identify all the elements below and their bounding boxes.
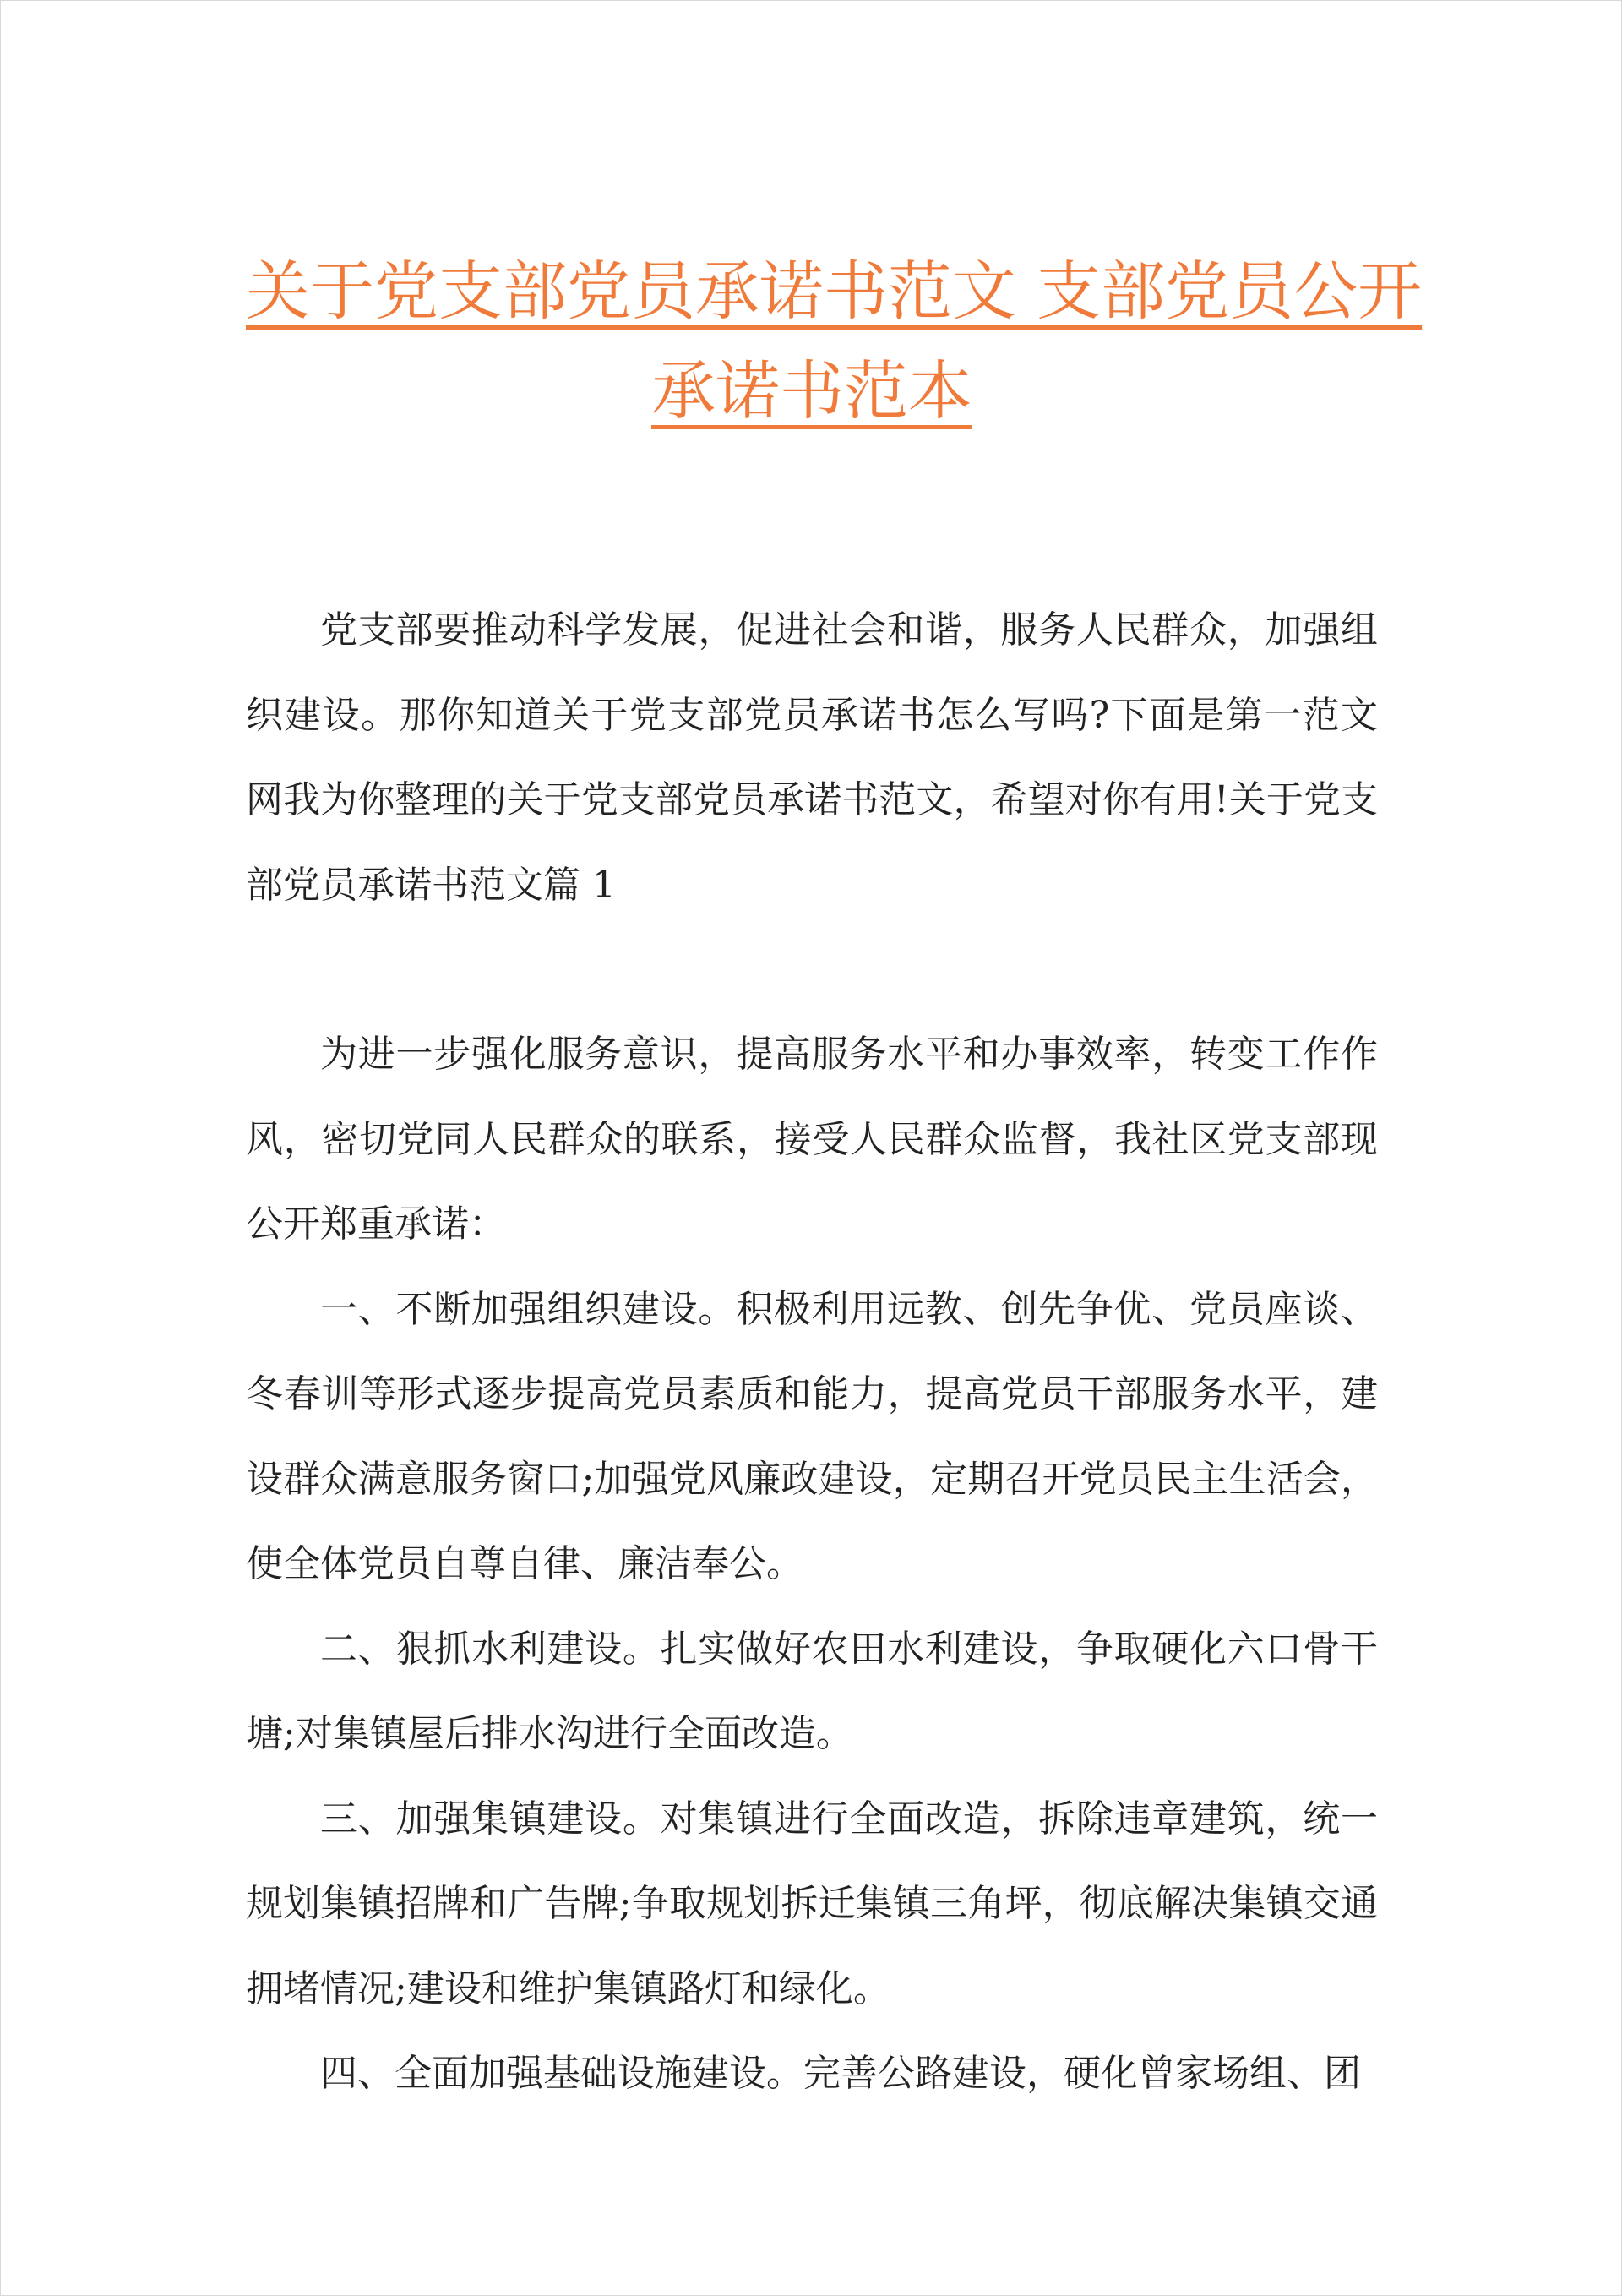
commitment-intro-paragraph: 为进一步强化服务意识，提高服务水平和办事效率，转变工作作风，密切党同人民群众的联系，接受人民群众监督，我社区党支部现公开郑重承诺： <box>246 1033 1378 1246</box>
document-title <box>246 242 1423 441</box>
commitment-item-4: 四、全面加强基础设施建设。完善公路建设，硬化曾家场组、团 <box>320 2052 1361 2095</box>
document-body <box>246 588 1378 2117</box>
title-line-1: 关于党支部党员承诺书范文 支部党员公开 <box>246 254 1423 329</box>
title-line-2: 承诺书范本 <box>651 353 972 428</box>
intro-paragraph: 党支部要推动科学发展，促进社会和谐，服务人民群众，加强组织建设。那你知道关于党支部党员承诺书怎么写吗?下面是第一范文网我为你整理的关于党支部党员承诺书范文，希望对你有用!关于党支部党员承诺书范文篇 1 <box>246 608 1378 907</box>
commitment-item-3: 三、加强集镇建设。对集镇进行全面改造，拆除违章建筑，统一规划集镇招牌和广告牌;争取规划拆迁集镇三角坪，彻底解决集镇交通拥堵情况;建设和维护集镇路灯和绿化。 <box>246 1797 1378 2010</box>
commitment-item-2: 二、狠抓水利建设。扎实做好农田水利建设，争取硬化六口骨干塘;对集镇屋后排水沟进行全面改造。 <box>246 1627 1378 1755</box>
paragraph-gap <box>246 928 1378 1012</box>
commitment-item-1: 一、不断加强组织建设。积极利用远教、创先争优、党员座谈、冬春训等形式逐步提高党员素质和能力，提高党员干部服务水平，建设群众满意服务窗口;加强党风廉政建设，定期召开党员民主生活会，使全体党员自尊自律、廉洁奉公。 <box>246 1287 1378 1585</box>
